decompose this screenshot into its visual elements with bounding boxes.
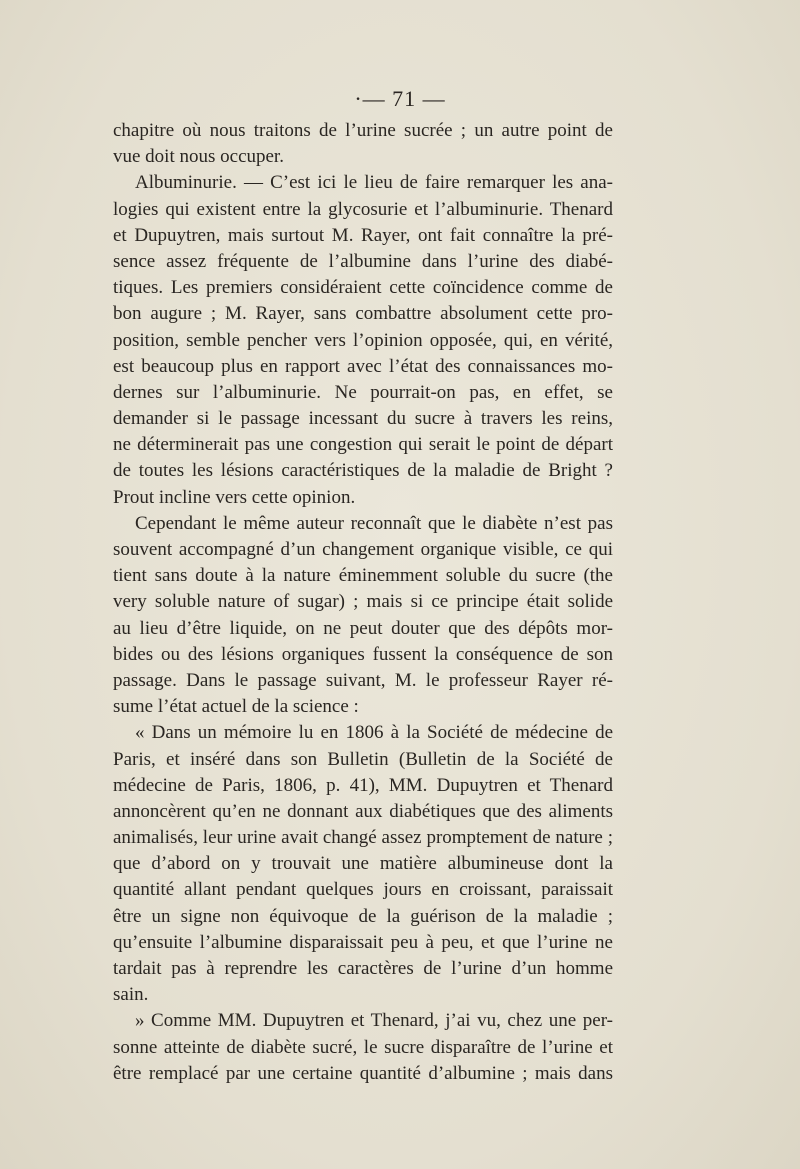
text-line: Cependant le même auteur reconnaît que le diabète n’est pas [135,512,613,534]
text-line: chapitre où nous traitons de l’urine sucrée ; un autre point de [113,120,613,141]
quote-line: médecine de Paris, 1806, p. 41), MM. Dupuytren et Thenard [113,774,613,796]
text-line: tient sans doute à la nature éminemment soluble du sucre (the [113,565,613,587]
text-line: very soluble nature of sugar) ; mais si ce principe était solide [113,591,613,613]
quote-line: être un signe non équivoque de la guérison de la maladie ; [113,905,613,927]
page-number: ·— 71 — [354,86,446,111]
text-line: de toutes les lésions caractéristiques de la maladie de Bright ? [113,460,613,482]
text-line: vue doit nous occuper. [113,146,284,168]
text-line: est beaucoup plus en rapport avec l’état des connaissances mo- [113,355,613,377]
text-line: Prout incline vers cette opinion. [113,486,356,508]
text-line: position, semble pencher vers l’opinion opposée, qui, en vérité, [113,329,613,351]
text-line: bon augure ; M. Rayer, sans combattre absolument cette pro- [113,303,613,325]
quote-line: être remplacé par une certaine quantité d’albumine ; mais dans [113,1062,613,1084]
quote-line: qu’ensuite l’albumine disparaissait peu à peu, et que l’urine ne [113,931,613,953]
text-line: au lieu d’être liquide, on ne peut douter que des dépôts mor- [113,617,613,639]
text-line: dernes sur l’albuminurie. Ne pourrait-on pas, en effet, se [113,381,613,403]
text-line: sume l’état actuel de la science : [113,696,359,718]
text-line: logies qui existent entre la glycosurie et l’albuminurie. Thenard [113,198,613,220]
quote-line: Paris, et inséré dans son Bulletin (Bulletin de la Société de [113,748,613,770]
quote-line: sain. [113,984,149,1006]
text-line: ne déterminerait pas une congestion qui serait le point de départ [113,434,613,456]
quote-line: animalisés, leur urine avait changé assez promptement de nature ; [113,827,613,849]
text-line: souvent accompagné d’un changement organique visible, ce qui [113,539,613,560]
text-line: et Dupuytren, mais surtout M. Rayer, ont fait connaître la pré- [113,224,613,246]
quote-line: « Dans un mémoire lu en 1806 à la Société de médecine de [135,722,613,744]
text-line: bides ou des lésions organiques fussent la conséquence de son [113,643,613,665]
quote-line: que d’abord on y trouvait une matière albumineuse dont la [113,853,613,875]
quote-line: annoncèrent qu’en ne donnant aux diabétiques que des aliments [113,800,613,822]
quote-line: » Comme MM. Dupuytren et Thenard, j’ai vu, chez une per- [135,1010,613,1032]
body-text [113,118,613,1087]
quote-line: quantité allant pendant quelques jours en croissant, paraissait [113,879,613,901]
quote-line: tardait pas à reprendre les caractères de l’urine d’un homme [113,958,613,979]
section-heading-line: Albuminurie. — C’est ici le lieu de faire remarquer les ana- [135,172,613,194]
text-line: passage. Dans le passage suivant, M. le professeur Rayer ré- [113,669,613,691]
text-line: demander si le passage incessant du sucre à travers les reins, [113,408,613,430]
text-line: sence assez fréquente de l’albumine dans l’urine des diabé- [113,250,613,272]
quote-line: sonne atteinte de diabète sucré, le sucre disparaître de l’urine et [113,1036,613,1058]
text-line: tiques. Les premiers considéraient cette coïncidence comme de [113,277,613,299]
